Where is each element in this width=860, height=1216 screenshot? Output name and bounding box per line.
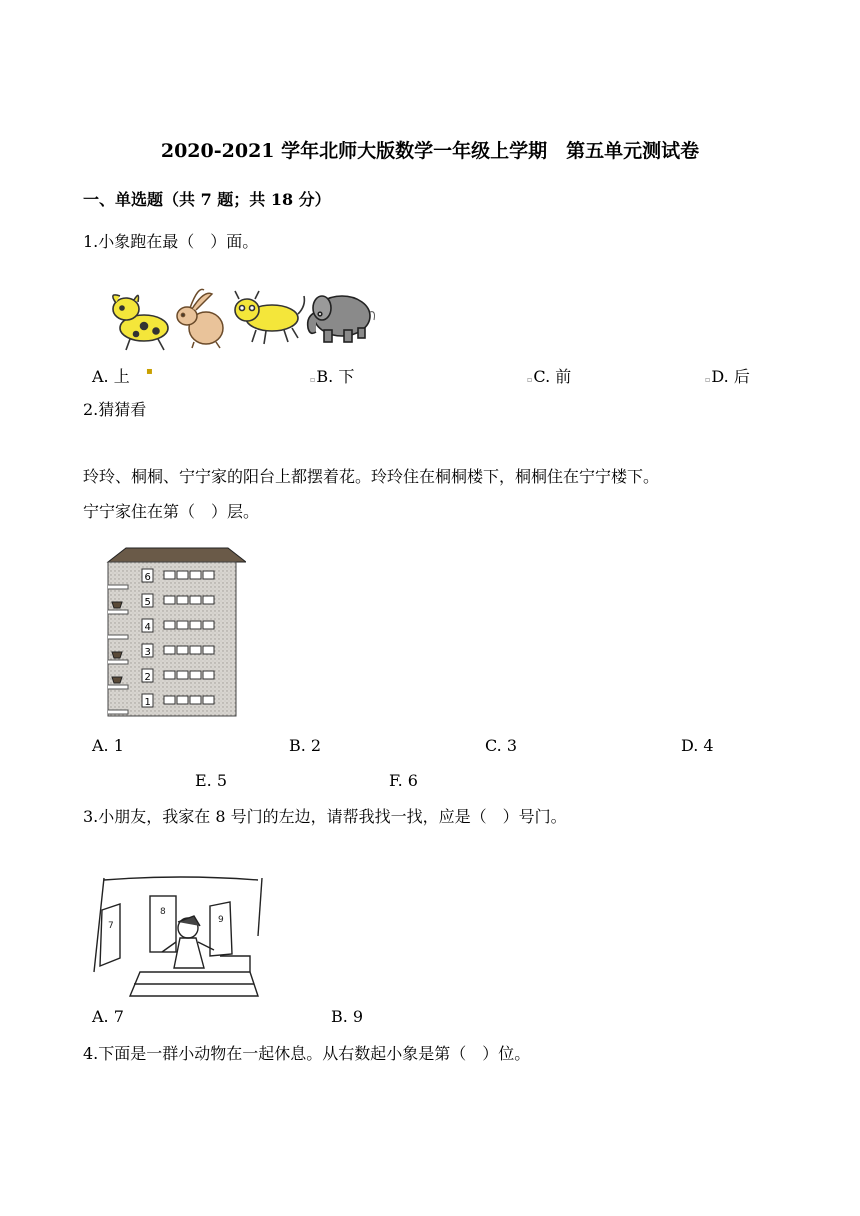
cow-figure: [235, 291, 304, 344]
window: [203, 621, 214, 629]
door-7: [100, 904, 120, 966]
window: [164, 596, 175, 604]
door-8: [150, 896, 176, 952]
q1-option-a[interactable]: A. 上: [92, 367, 130, 386]
window: [164, 671, 175, 679]
question-1-stem: 1.小象跑在最（ ）面。: [83, 232, 259, 251]
q3-option-b[interactable]: B. 9: [331, 1007, 364, 1026]
floor-number: 3: [144, 647, 151, 658]
window: [177, 646, 188, 654]
dog-figure: [113, 295, 168, 350]
window: [190, 621, 201, 629]
q1-animals-illustration: [108, 286, 378, 354]
elephant-figure: [308, 296, 375, 342]
window: [190, 671, 201, 679]
balcony: [108, 610, 128, 614]
q2-building-illustration: [98, 546, 246, 718]
balcony: [108, 585, 128, 589]
window: [190, 596, 201, 604]
window: [177, 596, 188, 604]
balcony: [108, 635, 128, 639]
q1-option-c[interactable]: ▫C. 前: [527, 367, 572, 386]
question-2-text-1: 玲玲、桐桐、宁宁家的阳台上都摆着花。玲玲住在桐桐楼下，桐桐住在宁宁楼下。: [83, 467, 660, 486]
page-title: 2020-2021 学年北师大版数学一年级上学期 第五单元测试卷: [160, 140, 700, 162]
window: [203, 596, 214, 604]
window: [203, 571, 214, 579]
balcony: [108, 710, 128, 714]
question-2-stem: 2.猜猜看: [83, 400, 147, 419]
window: [190, 646, 201, 654]
window: [164, 646, 175, 654]
window: [177, 571, 188, 579]
q1-marker: ▪: [146, 366, 153, 377]
window: [203, 671, 214, 679]
door-9: [210, 902, 232, 956]
door-9-label: 9: [218, 915, 224, 925]
q2-option-f[interactable]: F. 6: [389, 771, 418, 790]
question-3-stem: 3.小朋友，我家在 8 号门的左边，请帮我找一找，应是（ ）号门。: [83, 807, 567, 826]
window: [190, 696, 201, 704]
floor-number: 1: [144, 697, 151, 708]
flower-pot: [112, 652, 122, 658]
door-8-label: 8: [160, 907, 166, 917]
floor-number: 5: [144, 597, 151, 608]
window: [203, 646, 214, 654]
window: [164, 621, 175, 629]
flower-pot: [112, 602, 122, 608]
window: [164, 571, 175, 579]
window: [177, 671, 188, 679]
roof: [108, 548, 246, 562]
door-7-label: 7: [108, 921, 114, 931]
window: [177, 696, 188, 704]
section-heading: 一、单选题（共 7 题；共 18 分）: [83, 190, 331, 209]
question-4-stem: 4.下面是一群小动物在一起休息。从右数起小象是第（ ）位。: [83, 1044, 531, 1063]
floor-number: 6: [144, 572, 151, 583]
q2-option-b[interactable]: B. 2: [289, 736, 322, 755]
q1-option-d[interactable]: ▫D. 后: [705, 367, 750, 386]
q2-option-d[interactable]: D. 4: [681, 736, 714, 755]
window: [177, 621, 188, 629]
q1-option-b[interactable]: ▫B. 下: [310, 367, 355, 386]
window: [164, 696, 175, 704]
flower-pot: [112, 677, 122, 683]
window: [203, 696, 214, 704]
window: [190, 571, 201, 579]
q2-option-e[interactable]: E. 5: [195, 771, 228, 790]
balcony: [108, 685, 128, 689]
q2-option-a[interactable]: A. 1: [92, 736, 124, 755]
question-2-text-2: 宁宁家住在第（ ）层。: [83, 502, 260, 521]
q3-doors-illustration: [90, 876, 266, 998]
floor-number: 2: [144, 672, 151, 683]
floor-number: 4: [144, 622, 151, 633]
balcony: [108, 660, 128, 664]
q2-option-c[interactable]: C. 3: [485, 736, 518, 755]
q3-option-a[interactable]: A. 7: [92, 1007, 124, 1026]
rabbit-figure: [177, 289, 223, 348]
